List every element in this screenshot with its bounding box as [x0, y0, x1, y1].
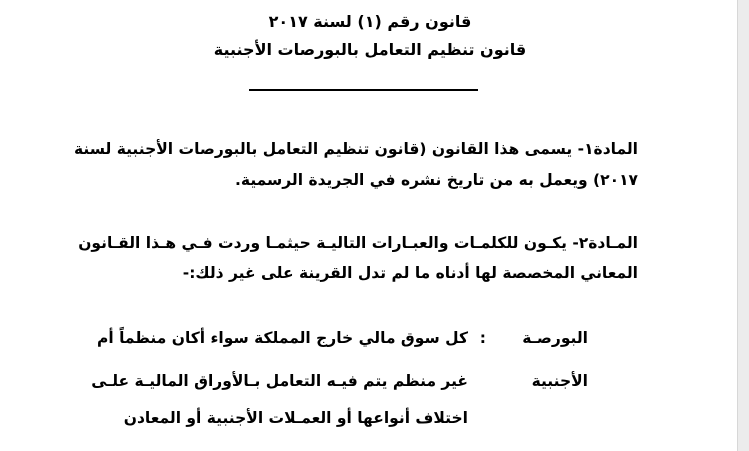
article-1-line-2: ٢٠١٧) ويعمل به من تاريخ نشره في الجريدة الرسمية.	[235, 171, 638, 189]
definition-term-line-1: البورصـة	[522, 329, 588, 347]
definition-text-line-3: اختلاف أنواعها أو العمـلات الأجنبية أو المعادن	[123, 409, 468, 427]
law-title-heading: قانون تنظيم التعامل بالبورصات الأجنبية	[213, 40, 527, 59]
definition-separator: :	[479, 329, 486, 347]
article-1-line-1: المادة١- يسمى هذا القانون (قانون تنظيم التعامل بالبورصات الأجنبية لسنة	[73, 140, 638, 158]
definition-term-line-2: الأجنبية	[531, 372, 588, 390]
article-2-line-2: المعاني المخصصة لها أدناه ما لم تدل القرينة على غير ذلك:-	[182, 264, 638, 282]
header-divider	[249, 89, 478, 91]
viewer-scroll-gutter[interactable]	[737, 0, 749, 451]
law-number-heading: قانون رقم (١) لسنة ٢٠١٧	[268, 12, 472, 31]
definition-text-line-2: غير منظم يتم فيـه التعامل بـالأوراق الماليـة علـى	[91, 372, 468, 390]
article-2-line-1: المـادة٢- يكـون للكلمـات والعبـارات التاليـة حيثمـا وردت فـي هـذا القـانون	[78, 234, 638, 252]
definition-text-line-1: كل سوق مالي خارج المملكة سواء أكان منظماً أم	[97, 329, 468, 347]
